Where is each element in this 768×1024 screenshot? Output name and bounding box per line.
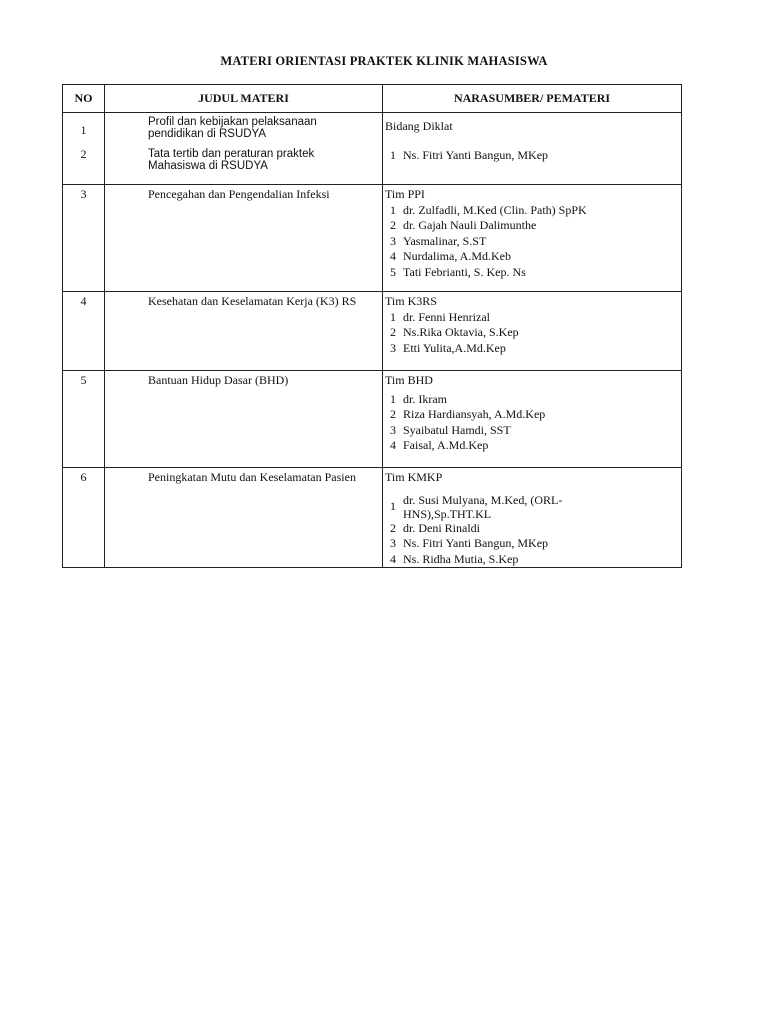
speaker-number: 5 xyxy=(390,264,396,279)
speaker-number: 1 xyxy=(390,202,396,217)
team-name: Tim PPI xyxy=(385,187,425,201)
materi-title: Kesehatan dan Keselamatan Kerja (K3) RS xyxy=(148,294,357,308)
speaker-name: Ns. Fitri Yanti Bangun, MKep xyxy=(403,536,549,550)
row-number: 6 xyxy=(80,470,87,484)
speaker-name: Yasmalinar, S.ST xyxy=(403,233,487,248)
speaker-number: 3 xyxy=(390,233,396,248)
materi-title: Tata tertib dan peraturan praktek Mahasiswa di RSUDYA xyxy=(148,148,315,172)
speaker-number: 2 xyxy=(390,407,396,421)
speaker-number: 3 xyxy=(390,536,396,550)
speaker-name: dr. Zulfadli, M.Ked (Clin. Path) SpPK xyxy=(403,202,587,217)
materi-cell xyxy=(105,113,383,185)
speaker-number: 1 xyxy=(390,147,396,162)
speaker-number: 2 xyxy=(390,218,396,232)
speaker-name: Faisal, A.Md.Kep xyxy=(403,438,489,452)
no-cell xyxy=(63,468,105,568)
speaker-number: 2 xyxy=(390,520,396,535)
materi-title: Pencegahan dan Pengendalian Infeksi xyxy=(148,187,330,201)
speaker-name: Etti Yulita,A.Md.Kep xyxy=(403,340,506,355)
narasumber-cell xyxy=(383,185,682,292)
team-name: Tim BHD xyxy=(385,373,433,387)
orientation-table xyxy=(62,84,682,568)
narasumber-cell xyxy=(383,371,682,468)
table-row xyxy=(63,292,682,371)
speaker-number: 4 xyxy=(390,551,396,566)
header-no: NO xyxy=(63,85,105,113)
row-number: 5 xyxy=(80,373,87,387)
row-number: 2 xyxy=(80,146,87,161)
speaker-number: 1 xyxy=(390,498,396,513)
team-name: Tim KMKP xyxy=(385,470,443,484)
speaker-name: dr. Deni Rinaldi xyxy=(403,520,480,535)
row-number: 4 xyxy=(80,294,87,308)
materi-title: Profil dan kebijakan pelaksanaan pendidikan di RSUDYA xyxy=(148,116,317,140)
speaker-name: Syaibatul Hamdi, SST xyxy=(403,422,511,437)
header-narasumber: NARASUMBER/ PEMATERI xyxy=(383,85,682,113)
speaker-name: Ns. Fitri Yanti Bangun, MKep xyxy=(403,147,549,162)
speaker-number: 3 xyxy=(390,340,396,355)
table-row xyxy=(63,468,682,568)
speaker-number: 1 xyxy=(390,391,396,406)
materi-cell xyxy=(105,468,383,568)
header-judul: JUDUL MATERI xyxy=(105,85,383,113)
row-number: 3 xyxy=(80,187,87,201)
narasumber-cell xyxy=(383,292,682,371)
speaker-name: dr. Ikram xyxy=(403,391,447,406)
speaker-number: 4 xyxy=(390,438,396,452)
speaker-name: Nurdalima, A.Md.Keb xyxy=(403,249,511,263)
team-name: Bidang Diklat xyxy=(385,119,453,133)
row-number: 1 xyxy=(80,123,87,137)
speaker-number: 1 xyxy=(390,309,396,324)
no-cell xyxy=(63,292,105,371)
team-name: Tim K3RS xyxy=(385,294,437,308)
materi-title: Peningkatan Mutu dan Keselamatan Pasien xyxy=(148,470,356,484)
materi-title: Bantuan Hidup Dasar (BHD) xyxy=(148,373,289,387)
table-row xyxy=(63,185,682,292)
speaker-name: dr. Fenni Henrizal xyxy=(403,309,490,324)
document-title: MATERI ORIENTASI PRAKTEK KLINIK MAHASISWA xyxy=(220,54,548,68)
table-row xyxy=(63,371,682,468)
narasumber-cell xyxy=(383,113,682,185)
materi-cell xyxy=(105,292,383,371)
table-header-row xyxy=(63,85,682,113)
no-cell xyxy=(63,185,105,292)
speaker-number: 2 xyxy=(390,325,396,339)
speaker-number: 3 xyxy=(390,422,396,437)
speaker-name: dr. Susi Mulyana, M.Ked, (ORL-HNS),Sp.THT.KL xyxy=(403,492,563,521)
speaker-name: dr. Gajah Nauli Dalimunthe xyxy=(403,218,537,232)
narasumber-cell xyxy=(383,468,682,568)
speaker-name: Ns. Ridha Mutia, S.Kep xyxy=(403,551,519,566)
materi-cell xyxy=(105,371,383,468)
speaker-name: Tati Febrianti, S. Kep. Ns xyxy=(403,264,526,279)
table-row xyxy=(63,113,682,185)
no-cell xyxy=(63,371,105,468)
no-cell xyxy=(63,113,105,185)
speaker-name: Ns.Rika Oktavia, S.Kep xyxy=(403,325,519,339)
speaker-name: Riza Hardiansyah, A.Md.Kep xyxy=(403,407,546,421)
materi-cell xyxy=(105,185,383,292)
speaker-number: 4 xyxy=(390,249,396,263)
